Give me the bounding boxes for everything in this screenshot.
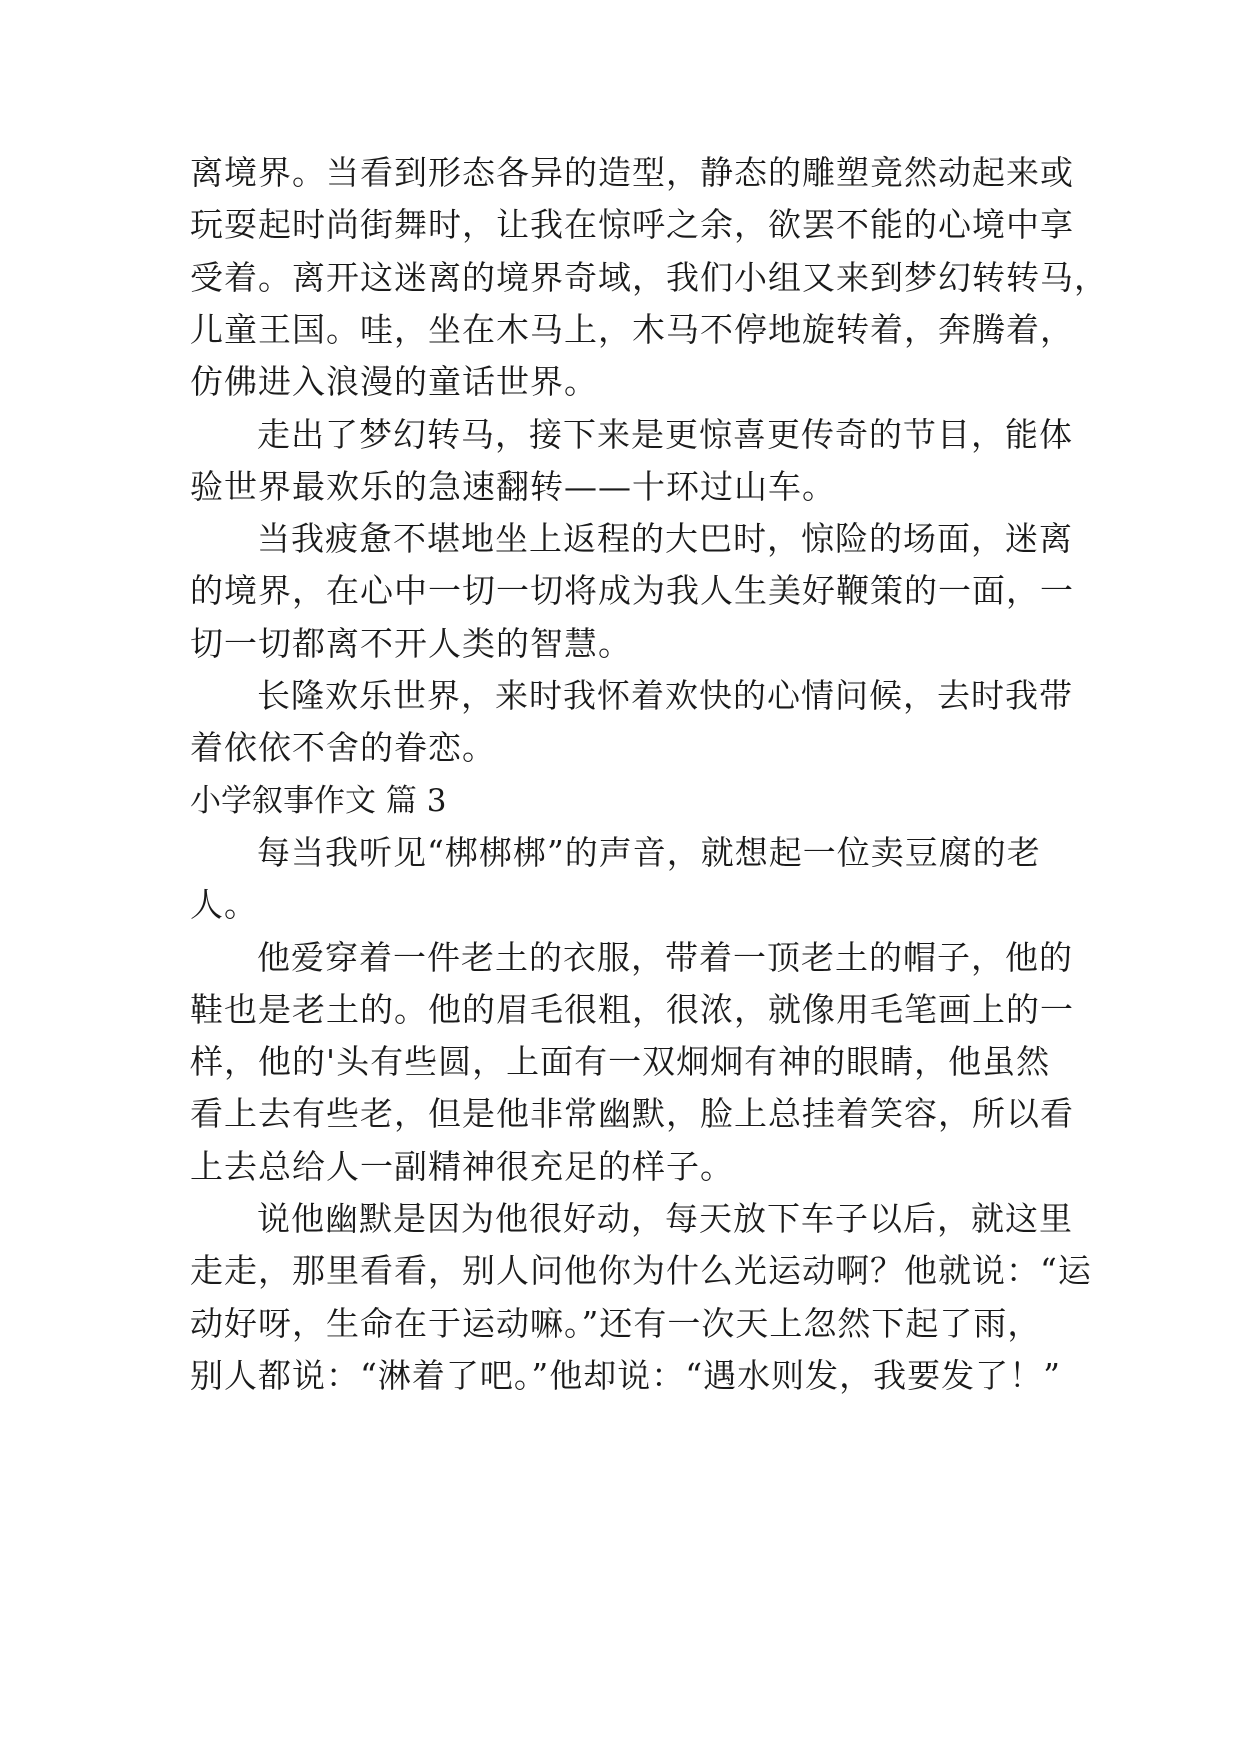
text-line: 儿童王国。哇，坐在木马上，木马不停地旋转着，奔腾着， xyxy=(190,309,1074,349)
text-line: 动好呀，生命在于运动嘛。”还有一次天上忽然下起了雨， xyxy=(190,1303,1042,1343)
text-line: 人。 xyxy=(190,885,258,925)
text-line: 的境界，在心中一切一切将成为我人生美好鞭策的一面，一 xyxy=(190,571,1074,611)
text-line: 受着。离开这迷离的境界奇域，我们小组又来到梦幻转转马， xyxy=(190,257,1108,297)
text-line: 长隆欢乐世界，来时我怀着欢快的心情问候，去时我带 xyxy=(257,676,1073,715)
text-line: 他爱穿着一件老土的衣服，带着一顶老土的帽子，他的 xyxy=(257,937,1073,977)
text-line: 当我疲惫不堪地坐上返程的大巴时，惊险的场面，迷离 xyxy=(257,519,1073,559)
text-line: 样，他的'头有些圆，上面有一双炯炯有神的眼睛，他虽然 xyxy=(190,1042,1051,1082)
heading-text: 小学叙事作文 篇 3 xyxy=(190,782,447,819)
text-line: 走出了梦幻转马，接下来是更惊喜更传奇的节目，能体 xyxy=(257,414,1073,454)
text-line: 鞋也是老土的。他的眉毛很粗，很浓，就像用毛笔画上的一 xyxy=(190,989,1074,1029)
text-line: 别人都说：“淋着了吧。”他却说：“遇水则发，我要发了！” xyxy=(190,1355,1061,1395)
text-line: 仿佛进入浪漫的童话世界。 xyxy=(190,362,598,402)
text-line: 上去总给人一副精神很充足的样子。 xyxy=(190,1146,734,1186)
text-line: 着依依不舍的眷恋。 xyxy=(190,728,496,768)
text-line: 说他幽默是因为他很好动，每天放下车子以后，就这里 xyxy=(257,1199,1073,1238)
text-line: 每当我听见“梆梆梆”的声音，就想起一位卖豆腐的老 xyxy=(257,832,1041,872)
text-line: 验世界最欢乐的急速翻转——十环过山车。 xyxy=(190,466,836,506)
text-line: 切一切都离不开人类的智慧。 xyxy=(190,623,632,663)
text-line: 走走，那里看看，别人问他你为什么光运动啊？他就说：“运 xyxy=(190,1251,1092,1291)
text-line: 离境界。当看到形态各异的造型，静态的雕塑竟然动起来或 xyxy=(190,153,1074,192)
text-line: 看上去有些老，但是他非常幽默，脸上总挂着笑容，所以看 xyxy=(190,1094,1074,1134)
text-line: 玩耍起时尚街舞时，让我在惊呼之余，欲罢不能的心境中享 xyxy=(190,205,1074,245)
